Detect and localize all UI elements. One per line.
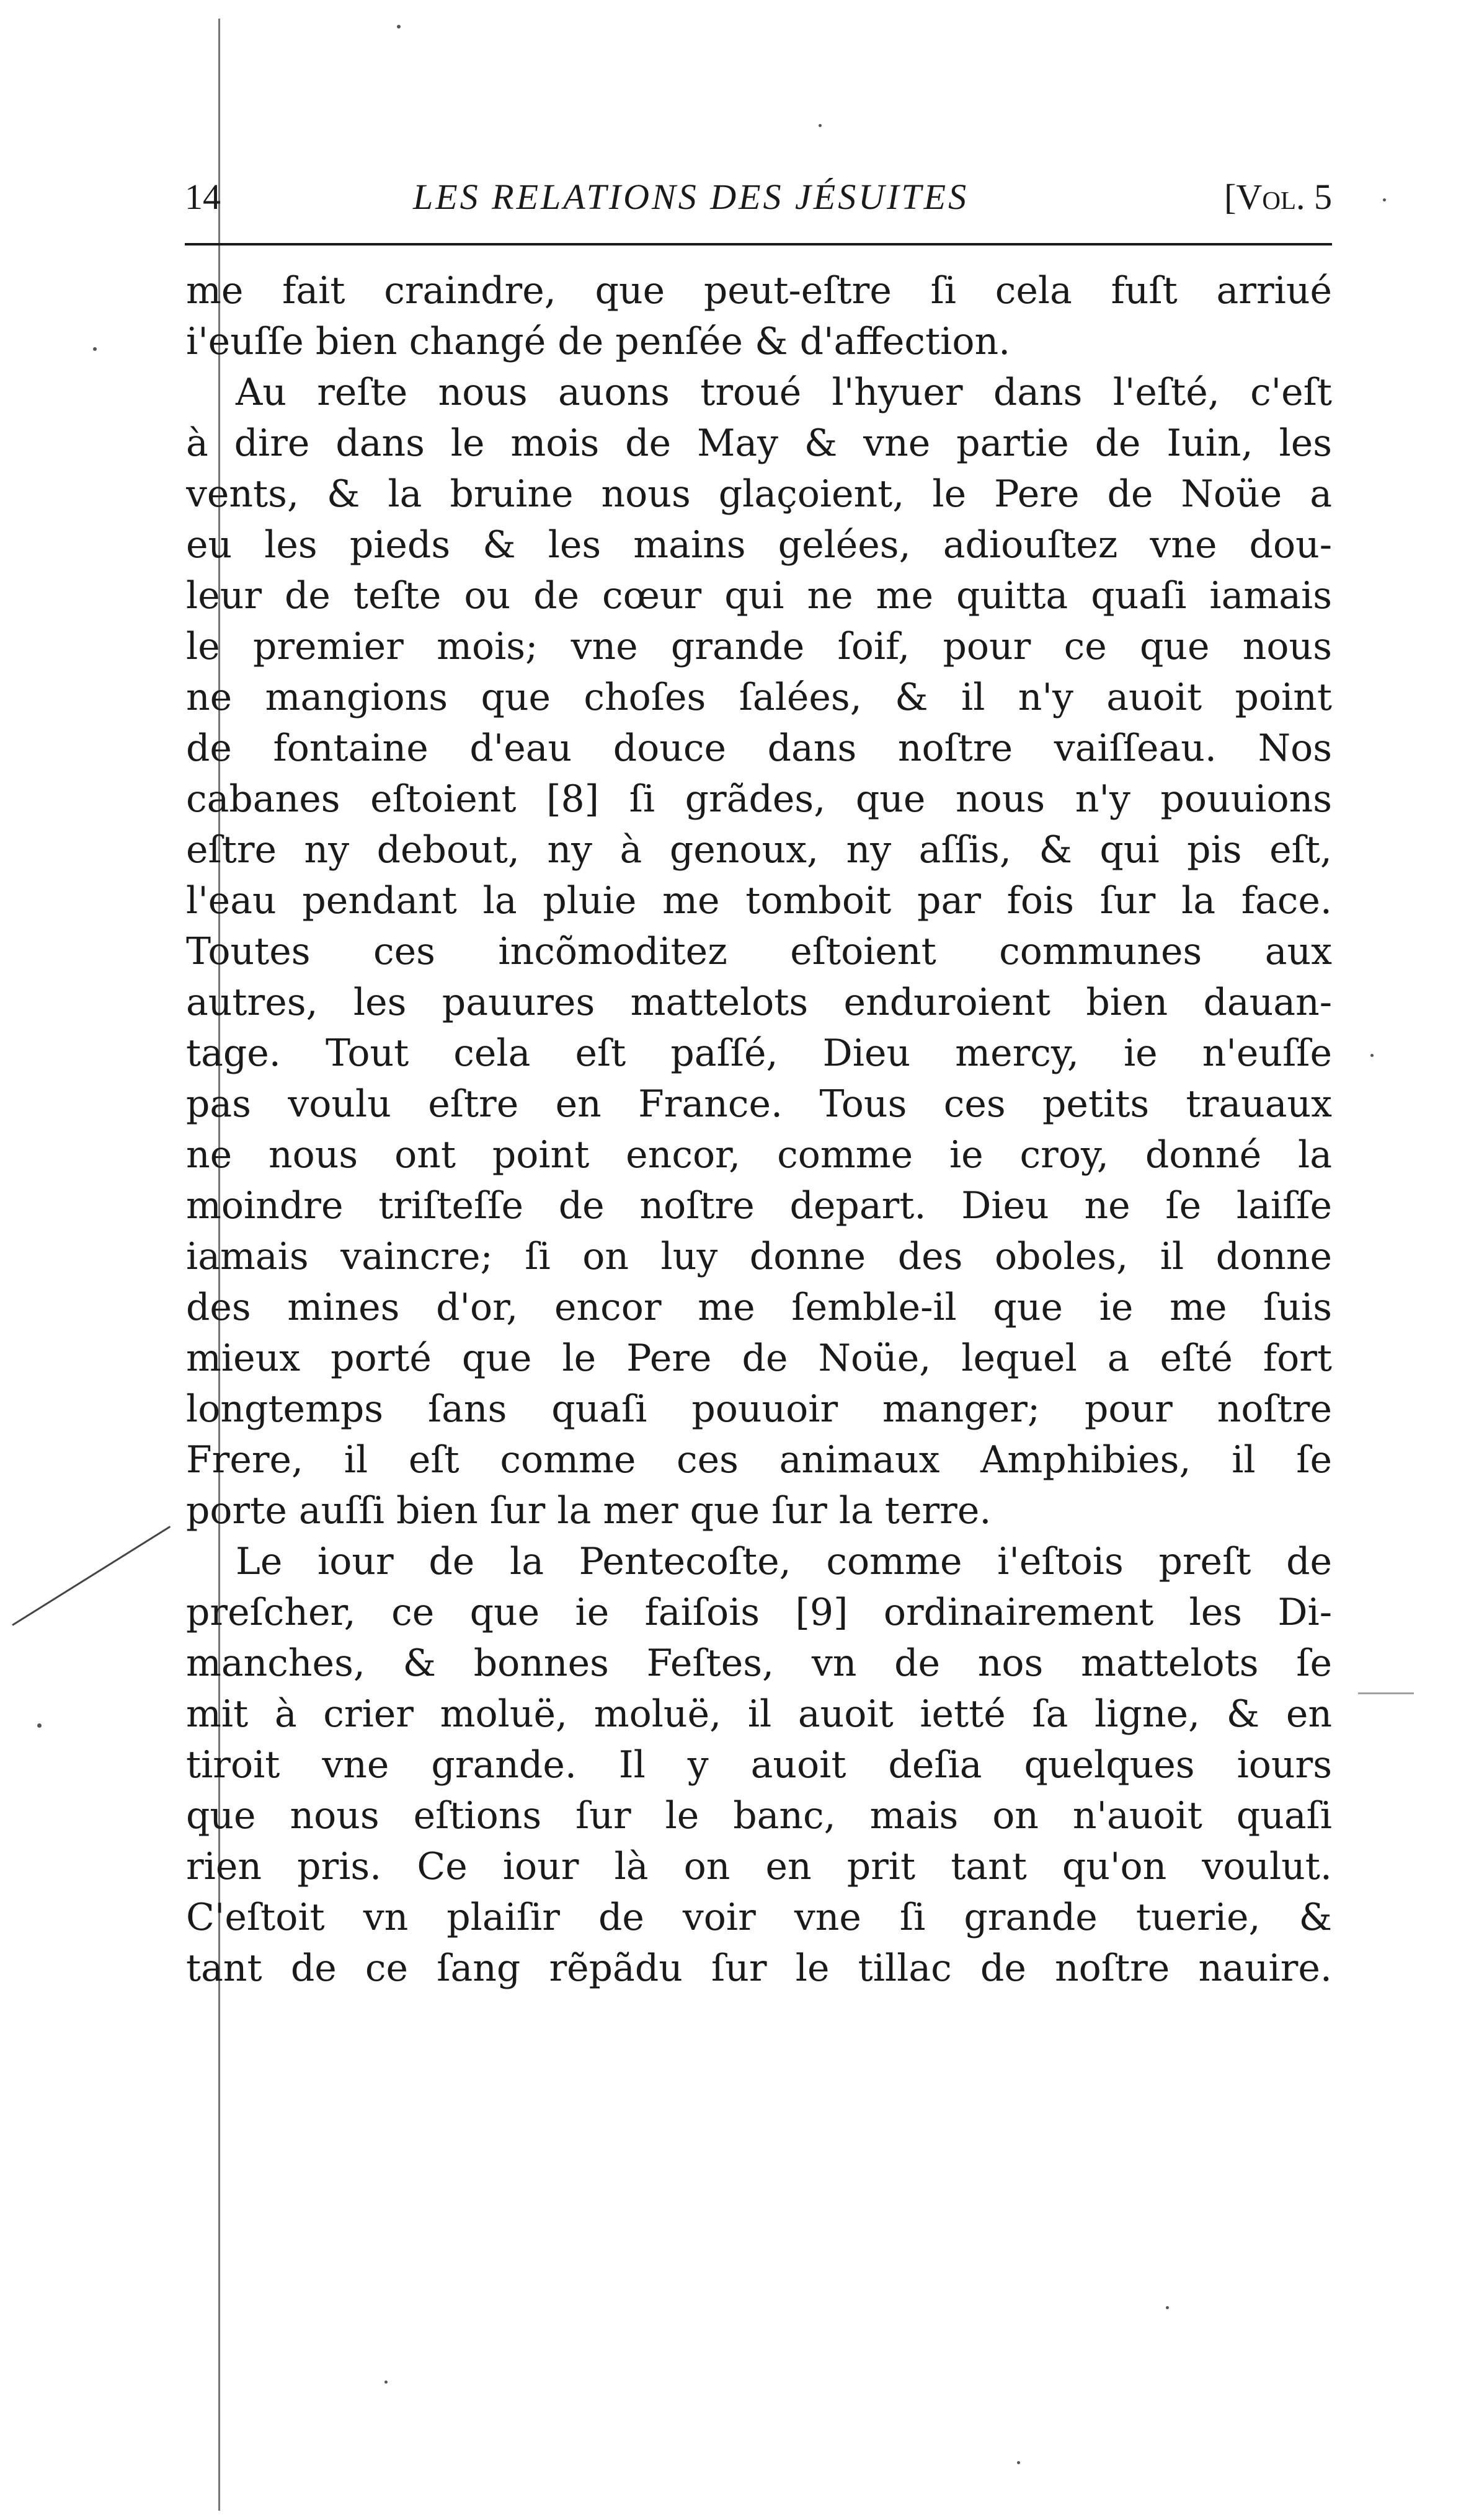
scan-scratch bbox=[12, 1526, 171, 1626]
header-rule bbox=[185, 243, 1332, 245]
scan-speck bbox=[384, 2381, 388, 2384]
text-line: longtemps ſans quaſi pouuoir manger; pour noſtre bbox=[186, 1387, 1332, 1431]
scan-speck bbox=[819, 124, 822, 127]
text-line: tage. Tout cela eſt paſſé, Dieu mercy, ie n'euſſe bbox=[186, 1032, 1332, 1075]
text-line: ne mangions que choſes ſalées, & il n'y auoit point bbox=[186, 676, 1332, 719]
text-line: le premier mois; vne grande ſoif, pour ce que nous bbox=[186, 625, 1332, 668]
text-line: cabanes eſtoient [8] ſi grãdes, que nous n'y pouuions bbox=[186, 777, 1332, 821]
text-line: i'euſſe bien changé de penſée & d'affection. bbox=[186, 320, 1011, 363]
text-line: iamais vaincre; ſi on luy donne des oboles, il donne bbox=[186, 1235, 1332, 1278]
text-line: tiroit vne grande. Il y auoit deſia quelques iours bbox=[186, 1743, 1332, 1787]
scan-speck bbox=[1166, 2306, 1169, 2309]
text-line: preſcher, ce que ie faiſois [9] ordinairement les Di- bbox=[186, 1591, 1332, 1634]
scan-speck bbox=[37, 1723, 42, 1728]
text-line: des mines d'or, encor me ſemble-il que ie me ſuis bbox=[186, 1286, 1332, 1329]
scan-speck bbox=[93, 347, 97, 351]
running-title: LES RELATIONS DES JÉSUITES bbox=[413, 177, 969, 217]
running-head bbox=[185, 172, 1332, 222]
text-line: ne nous ont point encor, comme ie croy, donné la bbox=[186, 1133, 1332, 1177]
text-line: C'eſtoit vn plaiſir de voir vne ſi grande tuerie, & bbox=[186, 1896, 1332, 1939]
scan-speck bbox=[1370, 1054, 1374, 1057]
text-line: porte auſſi bien ſur la mer que ſur la terre. bbox=[186, 1489, 992, 1532]
text-line: eu les pieds & les mains gelées, adiouſtez vne dou- bbox=[186, 523, 1332, 567]
text-line: vents, & la bruine nous glaçoient, le Pere de Noüe a bbox=[186, 472, 1332, 516]
text-line: Toutes ces incõmoditez eſtoient communes aux bbox=[186, 930, 1332, 973]
text-line: manches, & bonnes Feſtes, vn de nos mattelots ſe bbox=[186, 1642, 1332, 1685]
text-line: Le iour de la Pentecoſte, comme i'eſtois preſt de bbox=[236, 1540, 1332, 1583]
scan-scratch bbox=[1358, 1692, 1414, 1694]
text-line: pas voulu eſtre en France. Tous ces petits trauaux bbox=[186, 1082, 1332, 1126]
text-line: de fontaine d'eau douce dans noſtre vaiſſeau. Nos bbox=[186, 727, 1332, 770]
text-line: moindre triſteſſe de noſtre depart. Dieu ne ſe laiſſe bbox=[186, 1184, 1332, 1227]
scan-speck bbox=[1017, 2461, 1020, 2464]
text-line: à dire dans le mois de May & vne partie de Iuin, les bbox=[186, 422, 1332, 465]
text-line: que nous eſtions ſur le banc, mais on n'auoit quaſi bbox=[186, 1794, 1332, 1837]
text-line: mit à crier moluë, moluë, il auoit ietté ſa ligne, & en bbox=[186, 1692, 1332, 1736]
volume-label: [Vol. 5 bbox=[1224, 177, 1332, 217]
text-line: eſtre ny debout, ny à genoux, ny aſſis, & qui pis eſt, bbox=[186, 828, 1332, 872]
text-line: l'eau pendant la pluie me tomboit par fois ſur la face. bbox=[186, 879, 1332, 922]
scan-speck bbox=[1383, 198, 1386, 201]
page-number: 14 bbox=[185, 177, 221, 217]
text-line: mieux porté que le Pere de Noüe, lequel a eſté fort bbox=[186, 1337, 1332, 1380]
text-line: me fait craindre, que peut-eſtre ſi cela fuſt arriué bbox=[186, 269, 1332, 312]
text-line: leur de teſte ou de cœur qui ne me quitta quaſi iamais bbox=[186, 574, 1332, 617]
text-line: rien pris. Ce iour là on en prit tant qu'on voulut. bbox=[186, 1845, 1332, 1888]
text-line: autres, les pauures mattelots enduroient bien dauan- bbox=[186, 981, 1332, 1024]
body-text bbox=[186, 265, 1332, 1994]
text-line: Frere, il eſt comme ces animaux Amphibies, il ſe bbox=[186, 1438, 1332, 1482]
text-line: tant de ce ſang rẽpãdu ſur le tillac de noſtre nauire. bbox=[186, 1947, 1332, 1990]
text-line: Au reſte nous auons troué l'hyuer dans l'eſté, c'eſt bbox=[236, 371, 1332, 414]
scan-speck bbox=[397, 25, 401, 29]
